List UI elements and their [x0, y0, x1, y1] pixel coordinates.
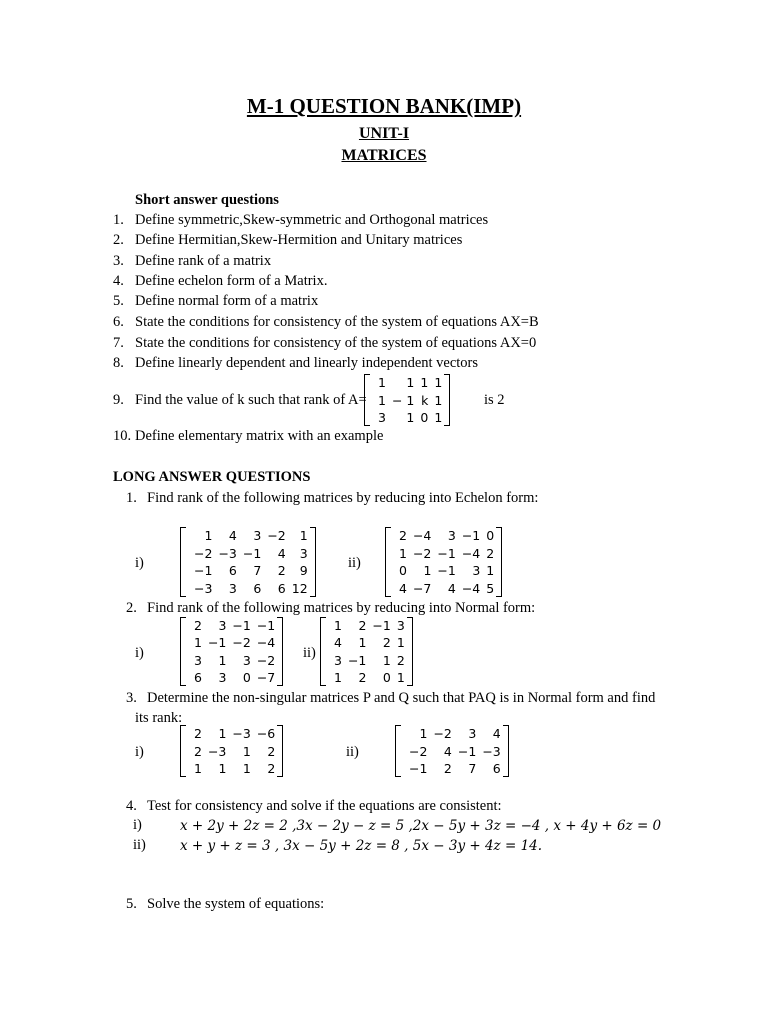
matrix-cell: 6 [228, 563, 237, 579]
matrix-cell: 2 [194, 743, 202, 759]
matrix-cell: −1 [232, 618, 251, 633]
matrix-cell: 1 [486, 563, 495, 579]
matrix-cell: 4 [443, 743, 452, 759]
unit-heading: UNIT-I [358, 125, 410, 142]
matrix-cell: 1 [434, 410, 443, 425]
matrix-cell: 4 [228, 528, 237, 543]
matrix-cell: −1 [347, 652, 367, 668]
matrix-cell: 1 [299, 528, 308, 543]
matrix-cell: 1 [382, 652, 391, 668]
matrix-cell: −1 [409, 761, 428, 776]
matrix-cell: 5 [486, 580, 495, 596]
matrix-cell: −1 [256, 618, 276, 633]
matrix-cell: 1 [334, 669, 342, 685]
matrix-cell: 2 [399, 528, 407, 543]
matrix-cell: 2 [277, 563, 286, 579]
matrix-cell: 2 [396, 652, 405, 668]
matrix-cell: −2 [256, 652, 276, 668]
matrix-cell: 2 [486, 545, 495, 561]
matrix-cell: 4 [447, 580, 456, 596]
matrix-cell: 1 [218, 726, 227, 741]
matrix-cell: −6 [256, 726, 276, 741]
matrix-cell: 2 [358, 618, 367, 633]
matrix-cell: 2 [194, 618, 202, 633]
matrix-cell: 1 [218, 652, 227, 668]
matrix-cell: 7 [468, 761, 477, 776]
matrix-cell: 6 [492, 761, 501, 776]
matrix-cell: −4 [256, 635, 276, 651]
matrix-cell: −4 [461, 580, 481, 596]
matrix-cell: −1 [207, 635, 227, 651]
matrix-cell: −3 [482, 743, 501, 759]
matrix-cell: 2 [358, 669, 367, 685]
matrix-cell: 3 [378, 410, 386, 425]
matrix-cell: −2 [267, 528, 286, 543]
matrix-cell: 3 [334, 652, 342, 668]
matrix-cell: 6 [194, 669, 202, 685]
matrix-cell: −1 [194, 563, 213, 579]
matrix-cell: 2 [267, 743, 276, 759]
matrix-cell: 3 [218, 618, 227, 633]
matrix-cell: 4 [399, 580, 407, 596]
matrix-cell: 3 [472, 563, 481, 579]
matrix-cell: 4 [277, 545, 286, 561]
matrix-cell: 3 [396, 618, 405, 633]
matrix-cell: 1 [406, 375, 415, 390]
matrix-cell: 1 [396, 635, 405, 651]
matrix-cell: 0 [420, 410, 429, 425]
matrix-cell: −4 [461, 545, 481, 561]
matrix-q3-ii [395, 725, 509, 777]
page-title: M-1 QUESTION BANK(IMP) [246, 94, 522, 118]
matrix-cell: 1 [242, 743, 251, 759]
matrix-cell: −3 [232, 726, 251, 741]
short-answer-heading: Short answer questions [135, 192, 279, 208]
matrix-q1-i [180, 527, 316, 597]
matrix-cell: 4 [492, 726, 501, 741]
matrix-cell: 1 [218, 761, 227, 776]
matrix-cell: 3 [447, 528, 456, 543]
matrix-cell: 3 [253, 528, 262, 543]
matrix-q1-ii [385, 527, 502, 597]
matrix-cell: −1 [437, 545, 456, 561]
matrix-cell: 12 [291, 580, 308, 596]
matrix-cell: −7 [256, 669, 276, 685]
equation-set-ii: x + y + z = 3 , 3x − 5y + 2z = 8 , 5x − 3y + 4z = 14. [180, 838, 543, 854]
matrix-cell: 6 [253, 580, 262, 596]
matrix-cell: 1 [434, 392, 443, 408]
matrix-cell: − 1 [391, 392, 415, 408]
matrix-cell: 3 [218, 669, 227, 685]
matrix-cell: 3 [299, 545, 308, 561]
matrix-cell: 1 [399, 545, 407, 561]
matrix-q2-i [180, 617, 283, 686]
matrix-cell: 3 [194, 652, 202, 668]
matrix-cell: −2 [232, 635, 251, 651]
matrix-cell: 1 [194, 761, 202, 776]
matrix-cell: 0 [242, 669, 251, 685]
matrix-cell: 0 [382, 669, 391, 685]
matrix-cell: 0 [399, 563, 407, 579]
matrix-cell: 3 [242, 652, 251, 668]
matrix-cell: −3 [194, 580, 213, 596]
matrix-cell: 4 [334, 635, 342, 651]
matrix-cell: 1 [358, 635, 367, 651]
matrix-q2-ii [320, 617, 413, 686]
long-answer-heading: LONG ANSWER QUESTIONS [113, 469, 311, 485]
matrix-cell: 2 [382, 635, 391, 651]
matrix-cell: 2 [194, 726, 202, 741]
matrix-cell: 1 [406, 410, 415, 425]
matrix-cell: 0 [486, 528, 495, 543]
matrix-cell: 1 [334, 618, 342, 633]
matrix-cell: 1 [242, 761, 251, 776]
matrix-cell: 9 [299, 563, 308, 579]
matrix-cell: k [421, 392, 429, 408]
matrix-cell: −2 [194, 545, 213, 561]
matrix-cell: 3 [228, 580, 237, 596]
matrix-cell: 1 [204, 528, 213, 543]
matrix-cell: −3 [218, 545, 237, 561]
matrix-q3-i [180, 725, 283, 777]
matrix-cell: 6 [277, 580, 286, 596]
matrix-cell: −2 [433, 726, 452, 741]
matrix-cell: 1 [194, 635, 202, 651]
matrix-cell: 1 [420, 375, 429, 390]
matrix-cell: 2 [267, 761, 276, 776]
matrix-cell: −1 [457, 743, 477, 759]
matrix-cell: 2 [443, 761, 452, 776]
matrix-cell: 1 [378, 375, 386, 390]
matrix-cell: −1 [372, 618, 391, 633]
matrix-cell: 7 [253, 563, 262, 579]
matrix-cell: 3 [468, 726, 477, 741]
matrix-cell: −2 [409, 743, 428, 759]
matrix-cell: −3 [207, 743, 227, 759]
matrix-cell: −1 [437, 563, 456, 579]
topic-heading: MATRICES [341, 147, 427, 164]
matrix-cell: 1 [423, 563, 432, 579]
matrix-a [364, 374, 450, 426]
matrix-cell: −2 [412, 545, 432, 561]
matrix-cell: −1 [461, 528, 481, 543]
matrix-cell: 1 [378, 392, 386, 408]
matrix-cell: −4 [412, 528, 432, 543]
matrix-cell: 1 [419, 726, 428, 741]
matrix-cell: −1 [242, 545, 262, 561]
matrix-cell: 1 [434, 375, 443, 390]
matrix-cell: −7 [412, 580, 432, 596]
equation-set-i: x + 2y + 2z = 2 ,3x − 2y − z = 5 ,2x − 5y + 3z = −4 , x + 4y + 6z = 0 [180, 818, 662, 834]
matrix-cell: 1 [396, 669, 405, 685]
